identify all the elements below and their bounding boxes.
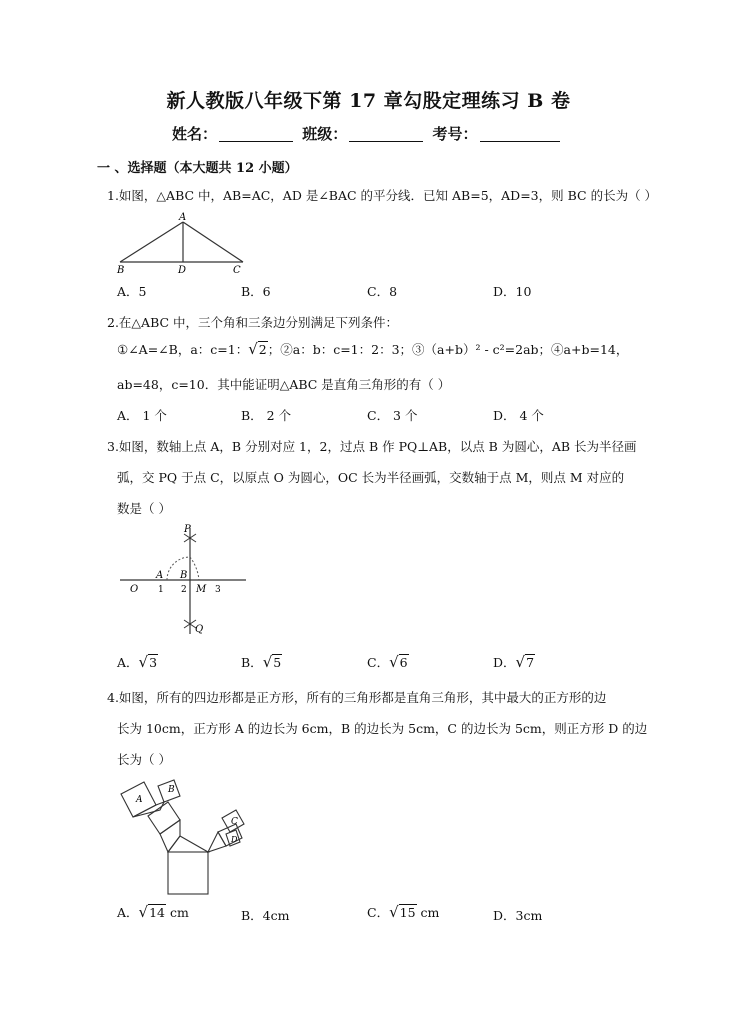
page-title: 新人教版八年级下第 17 章勾股定理练习 B 卷 xyxy=(166,90,571,112)
fig3-label-o: O xyxy=(130,584,139,595)
q4-option-b[interactable]: B．4cm xyxy=(241,908,290,923)
q3-option-c[interactable]: C．√6 xyxy=(367,653,408,671)
fig3-tick-1: 1 xyxy=(158,585,164,595)
fig3-tick-2: 2 xyxy=(181,585,187,595)
q2-option-c[interactable]: C． 3 个 xyxy=(367,408,418,423)
question-4-line-3: 长为（ ） xyxy=(117,752,171,767)
fig4-label-d: D xyxy=(231,835,238,844)
question-4-line-1: 4.如图，所有的四边形都是正方形，所有的三角形都是直角三角形，其中最大的正方形的边 xyxy=(107,690,607,705)
question-1-text: 1.如图，△ABC 中，AB=AC，AD 是∠BAC 的平分线．已知 AB=5，AD=3，则 BC 的长为（ ） xyxy=(107,188,658,203)
fig3-label-p: P xyxy=(184,524,191,535)
question-4-line-2: 长为 10cm，正方形 A 的边长为 6cm，B 的边长为 5cm，C 的边长为 5cm，则正方形 D 的边 xyxy=(117,721,648,736)
question-3-line-2: 弧，交 PQ 于点 C，以原点 O 为圆心，OC 长为半径画弧，交数轴于点 M，则点 M 对应的 xyxy=(117,470,625,485)
fig1-label-d: D xyxy=(178,265,187,276)
q4-option-d[interactable]: D．3cm xyxy=(493,908,543,923)
q2-option-a[interactable]: A． 1 个 xyxy=(117,408,167,423)
q2-option-b[interactable]: B． 2 个 xyxy=(241,408,292,423)
fig4-label-c: C xyxy=(231,817,238,827)
fig3-label-q: Q xyxy=(195,624,204,635)
fig3-label-m: M xyxy=(196,584,207,595)
q2-option-d[interactable]: D． 4 个 xyxy=(493,408,544,423)
question-2-line-1: 2.在△ABC 中，三个角和三条边分别满足下列条件： xyxy=(107,315,399,330)
q1-option-a[interactable]: A．5 xyxy=(117,284,147,299)
fig4-label-a: A xyxy=(136,795,143,805)
q3-option-b[interactable]: B．√5 xyxy=(241,653,282,671)
class-label: 班级： xyxy=(302,125,348,143)
q4-option-c[interactable]: C．√15 cm xyxy=(367,903,440,921)
student-info-line xyxy=(172,123,564,144)
class-blank[interactable] xyxy=(349,127,423,142)
question-4-figure xyxy=(118,774,248,898)
fig3-label-a: A xyxy=(156,570,164,581)
question-3-figure xyxy=(118,524,248,640)
q4-option-a[interactable]: A．√14 cm xyxy=(117,903,189,921)
section-heading: 一 、选择题（本大题共 12 小题） xyxy=(97,161,298,176)
number-blank[interactable] xyxy=(480,127,560,142)
fig4-label-b: B xyxy=(168,785,175,795)
fig3-label-b: B xyxy=(180,570,188,581)
question-1-figure xyxy=(115,210,255,274)
q3-option-d[interactable]: D．√7 xyxy=(493,653,535,671)
q1-option-d[interactable]: D．10 xyxy=(493,284,532,299)
sqrt-symbol: √2 xyxy=(248,340,267,358)
question-2-line-3: ab=48，c=10．其中能证明△ABC 是直角三角形的有（ ） xyxy=(117,377,451,392)
name-label: 姓名： xyxy=(172,125,218,143)
question-3-line-3: 数是（ ） xyxy=(117,501,171,516)
question-2-line-2: ①∠A=∠B，a：c=1：√2；②a：b：c=1：2：3；③（a+b）² - c²=2ab；④a+b=14， xyxy=(117,340,629,358)
fig1-label-b: B xyxy=(117,265,125,276)
question-3-line-1: 3.如图，数轴上点 A，B 分别对应 1，2，过点 B 作 PQ⊥AB，以点 B 为圆心，AB 长为半径画 xyxy=(107,439,637,454)
fig3-tick-3: 3 xyxy=(215,585,221,595)
fig1-label-c: C xyxy=(233,265,241,276)
fig1-label-a: A xyxy=(179,212,187,223)
q3-option-a[interactable]: A．√3 xyxy=(117,653,158,671)
name-blank[interactable] xyxy=(219,127,293,142)
number-label: 考号： xyxy=(432,125,478,143)
q1-option-c[interactable]: C．8 xyxy=(367,284,398,299)
q1-option-b[interactable]: B．6 xyxy=(241,284,271,299)
